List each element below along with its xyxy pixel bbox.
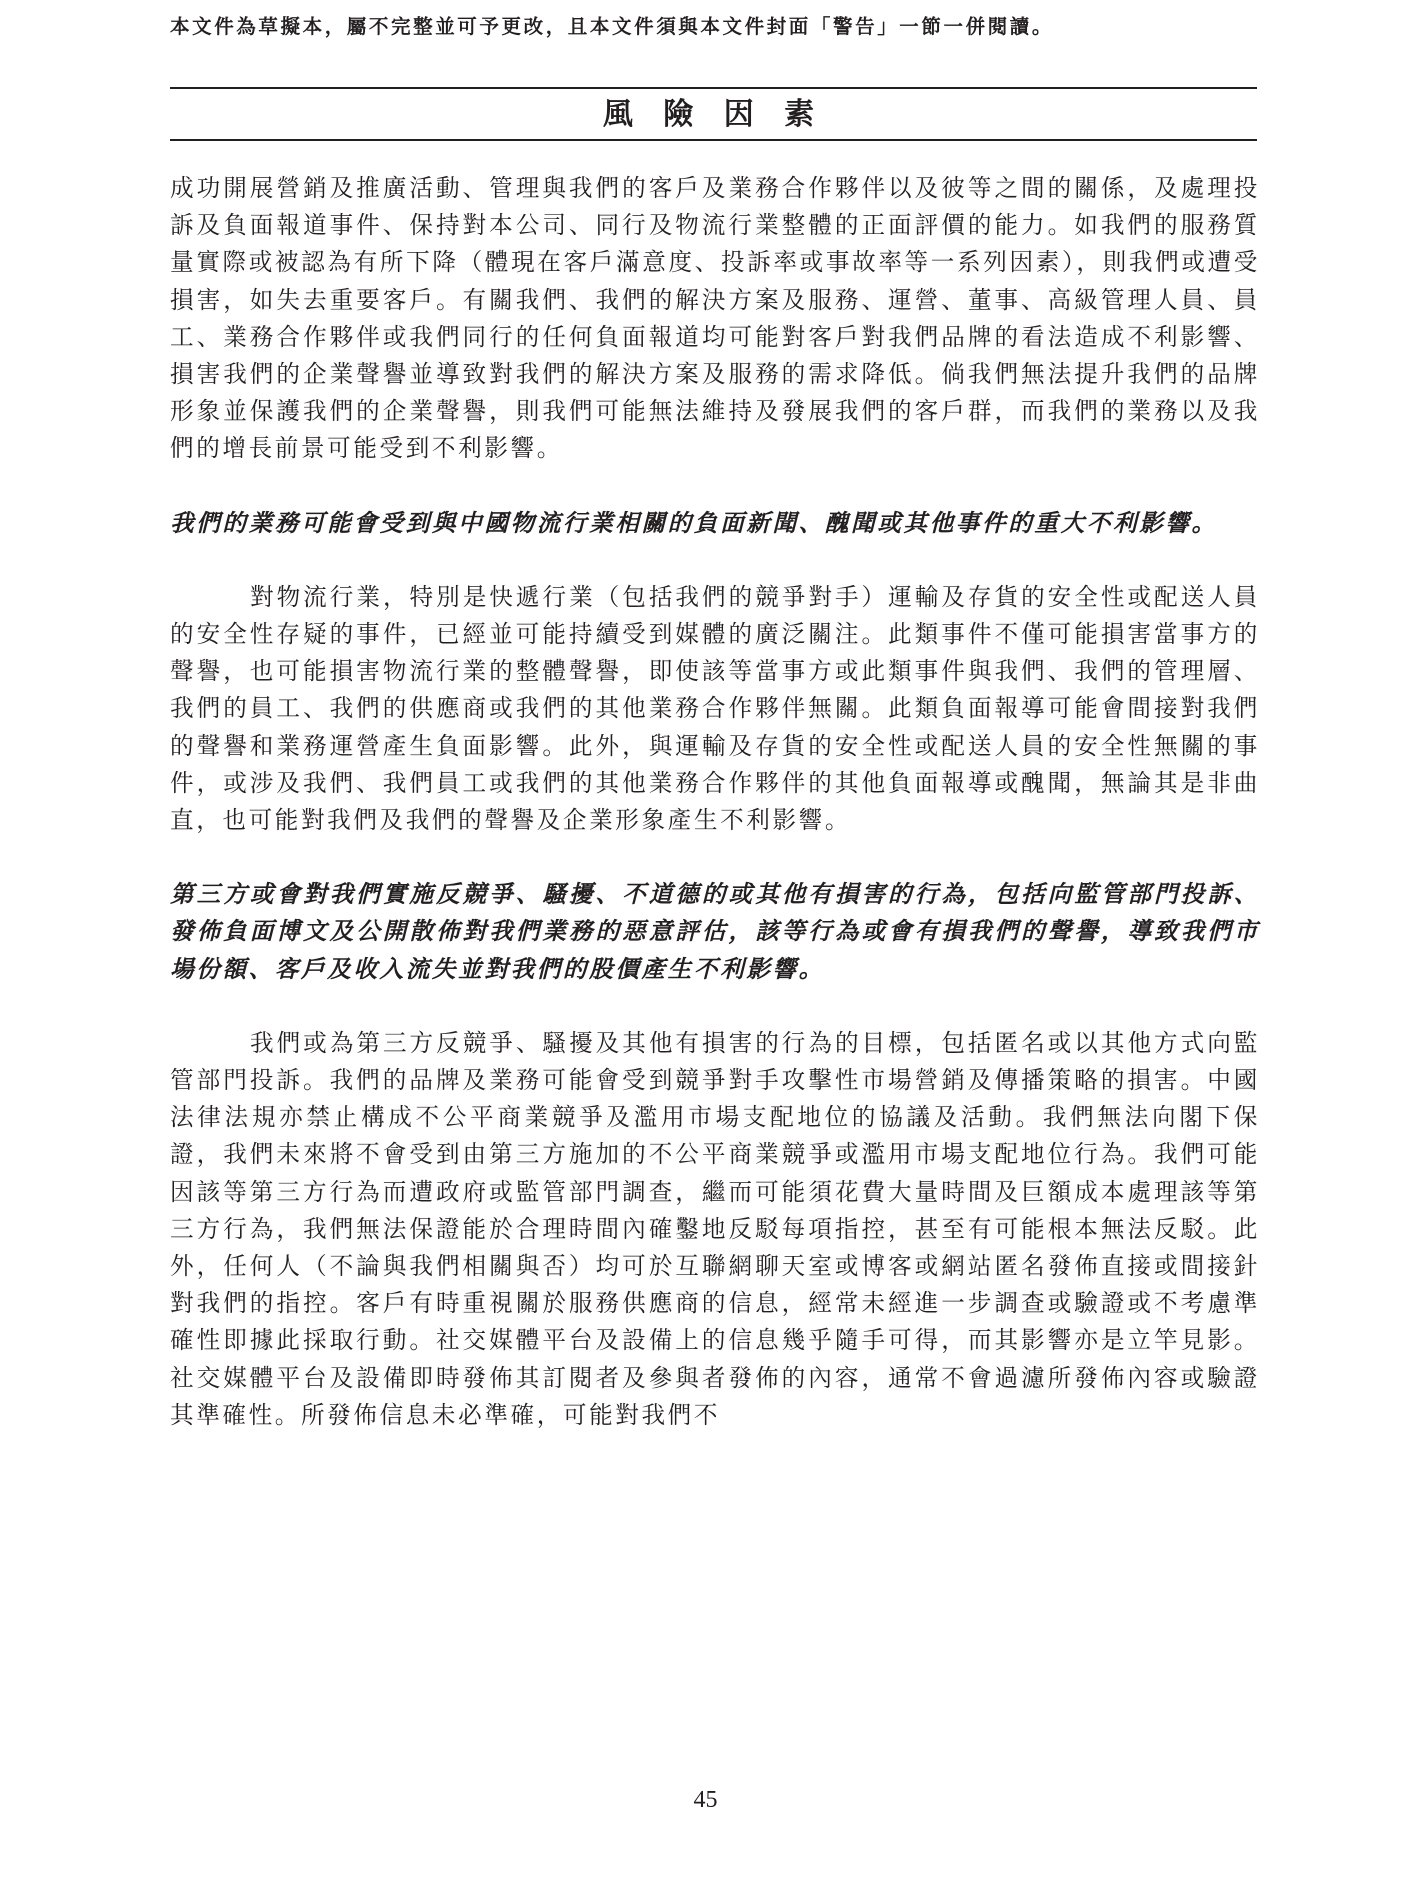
page-number: 45 [693,1787,718,1813]
title-top-rule [170,87,1257,89]
document-body [170,170,1260,1434]
section-title: 風 險 因 素 [602,97,825,132]
body-paragraph: 對物流行業，特別是快遞行業（包括我們的競爭對手）運輸及存貨的安全性或配送人員的安全性存疑的事件，已經並可能持續受到媒體的廣泛關注。此類事件不僅可能損害當事方的聲譽，也可能損害物流行業的整體聲譽，即使該等當事方或此類事件與我們、我們的管理層、我們的員工、我們的供應商或我們的其他業務合作夥伴無關。此類負面報導可能會間接對我們的聲譽和業務運營產生負面影響。此外，與運輸及存貨的安全性或配送人員的安全性無關的事件，或涉及我們、我們員工或我們的其他業務合作夥伴的其他負面報導或醜聞，無論其是非曲直，也可能對我們及我們的聲譽及企業形象產生不利影響。 [170,582,1260,835]
body-paragraph: 成功開展營銷及推廣活動、管理與我們的客戶及業務合作夥伴以及彼等之間的關係，及處理投訴及負面報道事件、保持對本公司、同行及物流行業整體的正面評價的能力。如我們的服務質量實際或被認為有所下降（體現在客戶滿意度、投訴率或事故率等一系列因素），則我們或遭受損害，如失去重要客戶。有關我們、我們的解決方案及服務、運營、董事、高級管理人員、員工、業務合作夥伴或我們同行的任何負面報道均可能對客戶對我們品牌的看法造成不利影響、損害我們的企業聲譽並導致對我們的解決方案及服務的需求降低。倘我們無法提升我們的品牌形象並保護我們的企業聲譽，則我們可能無法維持及發展我們的客戶群，而我們的業務以及我們的增長前景可能受到不利影響。 [170,174,1260,463]
risk-heading: 我們的業務可能會受到與中國物流行業相關的負面新聞、醜聞或其他事件的重大不利影響。 [170,508,1218,537]
paragraph-spacer [170,988,1260,1025]
paragraph-spacer [170,839,1260,876]
title-bottom-rule [170,139,1257,141]
paragraph-spacer [170,542,1260,579]
risk-heading: 第三方或會對我們實施反競爭、騷擾、不道德的或其他有損害的行為，包括向監管部門投訴、發佈負面博文及公開散佈對我們業務的惡意評估，該等行為或會有損我們的聲譽，導致我們市場份額、客戶及收入流失並對我們的股價產生不利影響。 [170,880,1260,983]
draft-disclaimer: 本文件為草擬本，屬不完整並可予更改，且本文件須與本文件封面「警告」一節一併閱讀。 [170,15,1055,38]
paragraph-spacer [170,468,1260,505]
body-paragraph: 我們或為第三方反競爭、騷擾及其他有損害的行為的目標，包括匿名或以其他方式向監管部門投訴。我們的品牌及業務可能會受到競爭對手攻擊性市場營銷及傳播策略的損害。中國法律法規亦禁止構成不公平商業競爭及濫用市場支配地位的協議及活動。我們無法向閣下保證，我們未來將不會受到由第三方施加的不公平商業競爭或濫用市場支配地位行為。我們可能因該等第三方行為而遭政府或監管部門調查，繼而可能須花費大量時間及巨額成本處理該等第三方行為，我們無法保證能於合理時間內確鑿地反駁每項指控，甚至有可能根本無法反駁。此外，任何人（不論與我們相關與否）均可於互聯網聊天室或博客或網站匿名發佈直接或間接針對我們的指控。客戶有時重視關於服務供應商的信息，經常未經進一步調查或驗證或不考慮準確性即據此採取行動。社交媒體平台及設備上的信息幾乎隨手可得，而其影響亦是立竿見影。社交媒體平台及設備即時發佈其訂閱者及參與者發佈的內容，通常不會過濾所發佈內容或驗證其準確性。所發佈信息未必準確，可能對我們不 [170,1028,1260,1429]
